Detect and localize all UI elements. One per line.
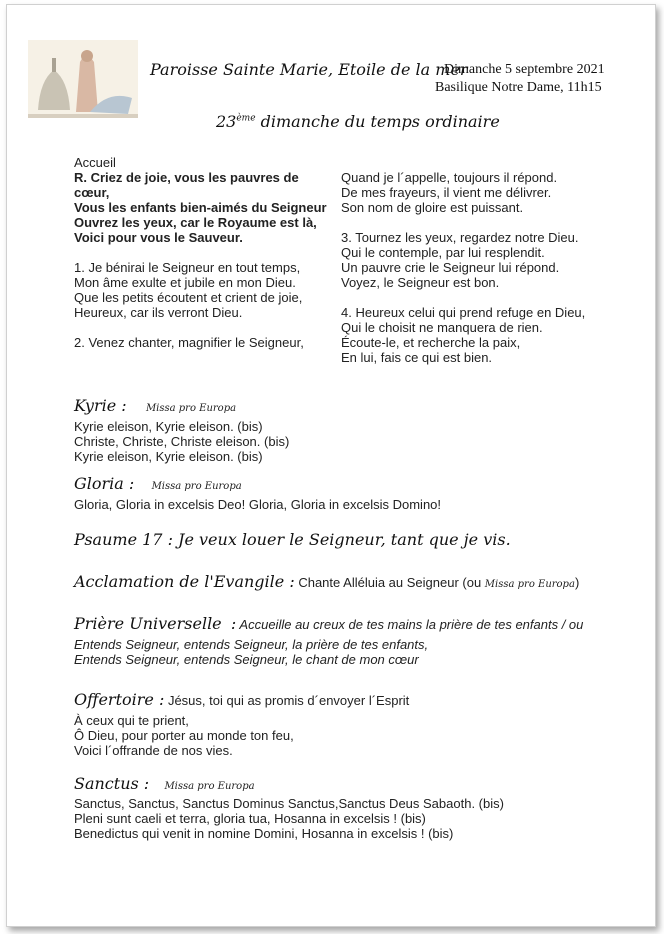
verse-line: Qui le contemple, par lui resplendit. — [341, 245, 545, 260]
verse-line: 2. Venez chanter, magnifier le Seigneur, — [74, 335, 304, 350]
priere-line: Entends Seigneur, entends Seigneur, le chant de mon cœur — [74, 652, 419, 667]
parish-logo-image — [28, 40, 138, 118]
refrain-line: R. Criez de joie, vous les pauvres de cœur, — [74, 170, 299, 200]
kyrie-heading — [74, 398, 236, 416]
acclamation-note: Missa pro Europa — [484, 579, 575, 590]
verse-line: Mon âme exulte et jubile en mon Dieu. — [74, 275, 296, 290]
verse-line: Heureux, car ils verront Dieu. — [74, 305, 243, 320]
priere-colon: : — [230, 614, 237, 633]
acclamation-title: Acclamation de l'Evangile : — [74, 572, 295, 591]
kyrie-line: Kyrie eleison, Kyrie eleison. (bis) — [74, 449, 263, 464]
verse-line: Son nom de gloire est puissant. — [341, 200, 524, 215]
offertoire-heading — [74, 692, 409, 708]
priere-heading — [74, 616, 583, 632]
parish-name: Paroisse Sainte Marie, Etoile de la mer — [150, 60, 468, 79]
kyrie-line: Christe, Christe, Christe eleison. (bis) — [74, 434, 290, 449]
sanctus-note: Missa pro Europa — [164, 781, 255, 792]
refrain-line: Voici pour vous le Sauveur. — [74, 230, 243, 245]
verse-line: 3. Tournez les yeux, regardez notre Dieu. — [341, 230, 579, 245]
verse-line: Écoute-le, et recherche la paix, — [341, 335, 521, 350]
verse-line: Quand je l´appelle, toujours il répond. — [341, 170, 558, 185]
sanctus-line: Pleni sunt caeli et terra, gloria tua, Hosanna in excelsis ! (bis) — [74, 811, 426, 826]
accueil-left-column — [74, 155, 336, 350]
acclamation-heading — [74, 574, 579, 592]
kyrie-line: Kyrie eleison, Kyrie eleison. (bis) — [74, 419, 263, 434]
service-date: Dimanche 5 septembre 2021 — [444, 62, 605, 77]
offertoire-line: Ô Dieu, pour porter au monde ton feu, — [74, 728, 294, 743]
kyrie-title: Kyrie : — [74, 396, 127, 415]
offertoire-title: Offertoire : — [74, 690, 165, 709]
verse-line: Que les petits écoutent et crient de joie, — [74, 290, 303, 305]
priere-first-line: Accueille au creux de tes mains la prière de tes enfants / ou — [236, 617, 584, 632]
liturgical-sunday-title: 23ème dimanche du temps ordinaire — [216, 112, 500, 131]
verse-line: 4. Heureux celui qui prend refuge en Dieu, — [341, 305, 586, 320]
sanctus-line: Benedictus qui venit in nomine Domini, Hosanna in excelsis ! (bis) — [74, 826, 454, 841]
sanctus-heading — [74, 776, 255, 794]
acclamation-text: Chante Alléluia au Seigneur (ou — [294, 575, 485, 590]
kyrie-note: Missa pro Europa — [145, 403, 237, 414]
gloria-title: Gloria : — [74, 474, 135, 493]
verse-line: Un pauvre crie le Seigneur lui répond. — [341, 260, 560, 275]
priere-line: Entends Seigneur, entends Seigneur, la prière de tes enfants, — [74, 637, 429, 652]
refrain-line: Vous les enfants bien-aimés du Seigneur — [74, 200, 327, 215]
psalm-title: Psaume 17 : Je veux louer le Seigneur, tant que je vis. — [74, 530, 511, 549]
verse-line: Qui le choisit ne manquera de rien. — [341, 320, 543, 335]
service-place: Basilique Notre Dame, 11h15 — [435, 80, 602, 95]
accueil-right-column — [341, 170, 631, 365]
offertoire-first-line: Jésus, toi qui as promis d´envoyer l´Esprit — [164, 693, 410, 708]
verse-line: En lui, fais ce qui est bien. — [341, 350, 493, 365]
gloria-line: Gloria, Gloria in excelsis Deo! Gloria, Gloria in excelsis Domino! — [74, 497, 442, 512]
refrain-line: Ouvrez les yeux, car le Royaume est là, — [74, 215, 317, 230]
acclamation-close: ) — [574, 575, 580, 590]
gloria-note: Missa pro Europa — [151, 481, 242, 492]
verse-line: De mes frayeurs, il vient me délivrer. — [341, 185, 552, 200]
sanctus-title: Sanctus : — [74, 774, 150, 793]
priere-title: Prière Universelle — [74, 614, 222, 633]
gloria-heading — [74, 476, 242, 494]
offertoire-line: Voici l´offrande de nos vies. — [74, 743, 233, 758]
offertoire-line: À ceux qui te prient, — [74, 713, 189, 728]
verse-line: 1. Je bénirai le Seigneur en tout temps, — [74, 260, 301, 275]
verse-line: Voyez, le Seigneur est bon. — [341, 275, 500, 290]
accueil-title: Accueil — [74, 155, 116, 170]
sanctus-line: Sanctus, Sanctus, Sanctus Dominus Sanctus,Sanctus Deus Sabaoth. (bis) — [74, 796, 504, 811]
